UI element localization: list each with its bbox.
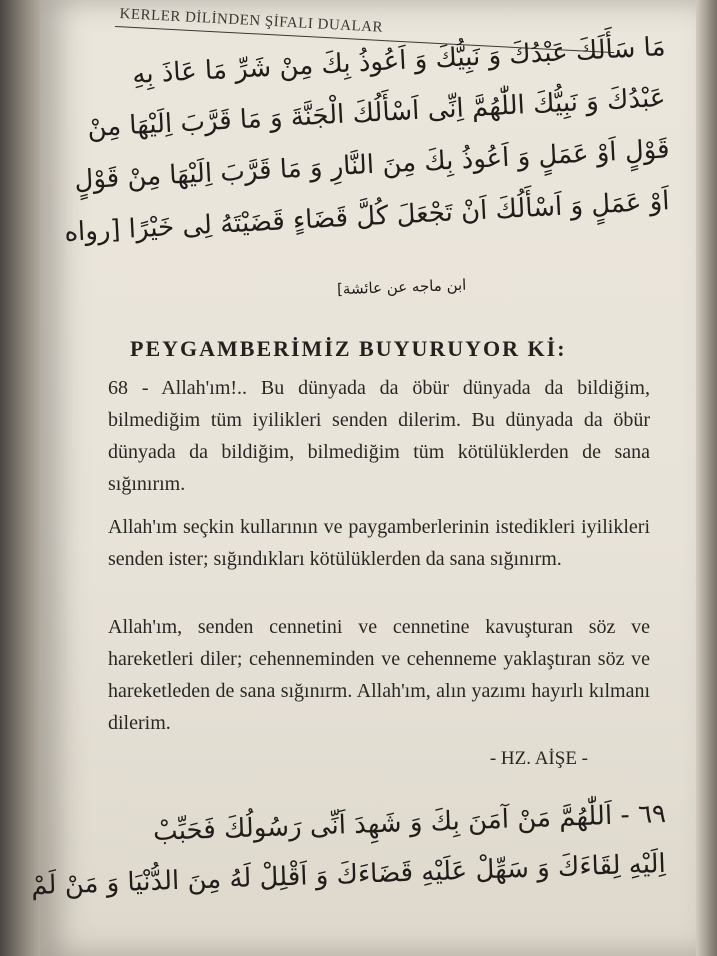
paragraph-1: 68 - Allah'ım!.. Bu dünyada da öbür dünyada da bildiğim, bilmediğim tüm iyilikleri senden dilerim. Bu dünyada da öbür dünyada da bildiğim, bilmediğim tüm kötülüklerden de sana sığınırım.	[108, 377, 650, 495]
paragraph-2: Allah'ım seçkin kullarının ve paygamberlerinin istedikleri iyilikleri senden ister; sığındıkları kötülüklerden da sana sığınırm.	[108, 516, 650, 570]
arabic-line-4: اَوْ عَمَلٍ وَ اَسْأَلُكَ اَنْ تَجْعَلَ كُلَّ قَضَاءٍ قَضَيْتَهُ لِى خَيْرًا [رواه	[63, 186, 671, 248]
page-stack-edge	[695, 0, 717, 956]
arabic-line-1: مَا سَأَلَكَ عَبْدُكَ وَ نَبِيُّكَ وَ اَعُوذُ بِكَ مِنْ شَرِّ مَا عَاذَ بِهِ	[131, 32, 667, 90]
arabic-source: ابن ماجه عن عائشة]	[336, 275, 467, 299]
arabic-line-3: قَوْلٍ اَوْ عَمَلٍ وَ اَعُوذُ بِكَ مِنَ النَّارِ وَ مَا قَرَّبَ اِلَيْهَا مِنْ قَوْلٍ	[73, 134, 671, 196]
arabic-bottom-line-2: اِلَيْهِ لِقَاءَكَ وَ سَهِّلْ عَلَيْهِ قَضَاءَكَ وَ اَقْلِلْ لَهُ مِنَ الدُّنْيَا وَ مَنْ لَمْ	[30, 848, 667, 902]
arabic-bottom-line-1: ٦٩ - اَللّٰهُمَّ مَنْ آمَنَ بِكَ وَ شَهِدَ اَنِّى رَسُولُكَ فَحَبِّبْ	[152, 799, 667, 847]
book-page	[30, 0, 696, 956]
running-header: KERLER DİLİNDEN ŞİFALI DUALAR	[119, 6, 384, 36]
section-heading: PEYGAMBERİMİZ BUYURUYOR Kİ:	[130, 336, 567, 361]
arabic-line-2: عَبْدُكَ وَ نَبِيُّكَ اللّٰهُمَّ اِنِّى اَسْأَلُكَ الْجَنَّةَ وَ مَا قَرَّبَ اِلَيْهَا مِنْ	[86, 82, 667, 144]
attribution: - HZ. AİŞE -	[489, 748, 588, 769]
paragraph-3: Allah'ım, senden cennetini ve cennetine kavuşturan söz ve hareketleri diler; cehenneminden ve cehenneme yaklaştıran söz ve hareketleden de sana sığınırm. Allah'ım, alın yazımı hayırlı kılmanı dilerim.	[108, 616, 650, 734]
